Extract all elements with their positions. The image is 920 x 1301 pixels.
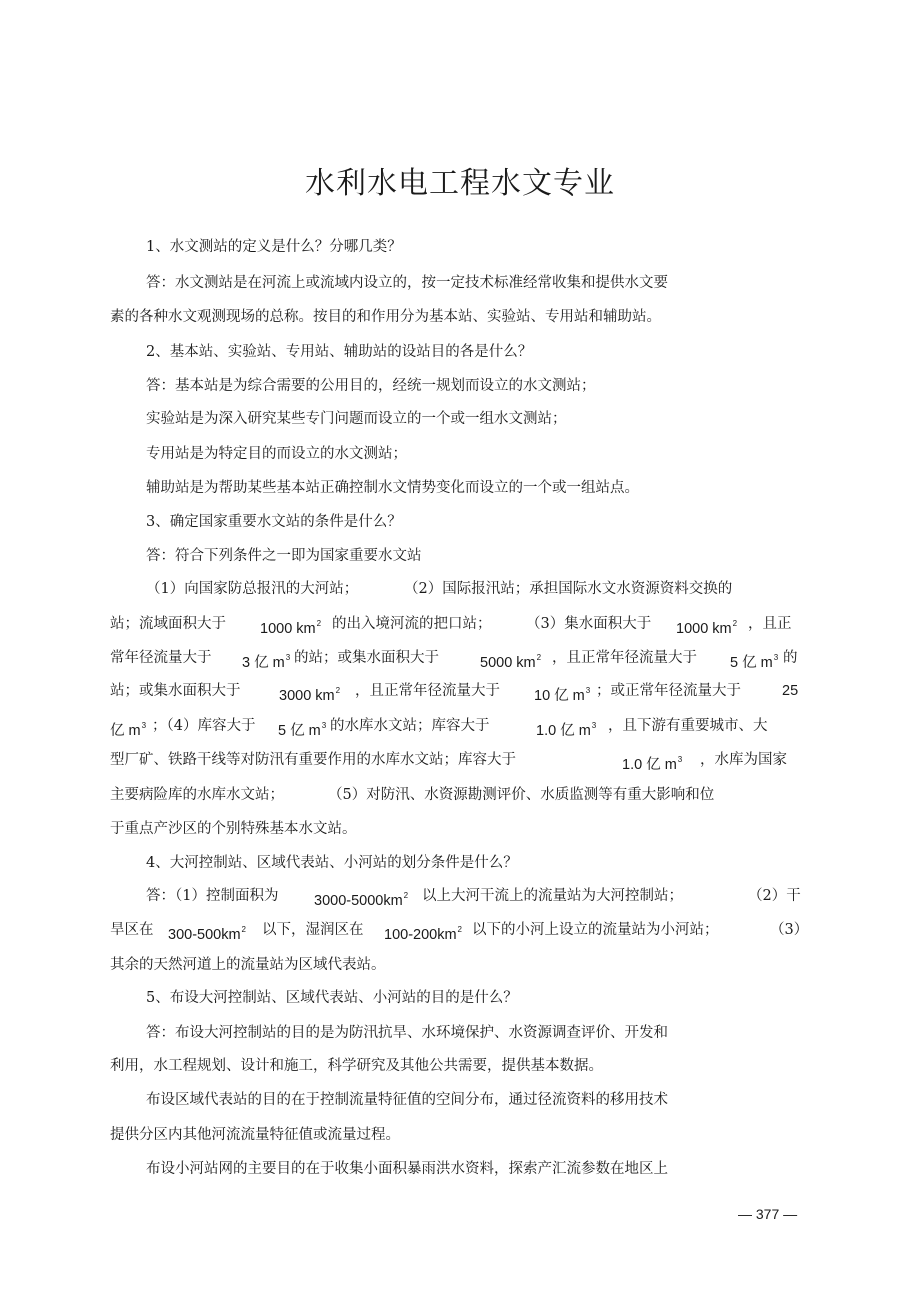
answer-3-item-5: （5）对防汛、水资源勘测评价、水质监测等有重大影响和位 — [328, 787, 715, 803]
value-area-range: $300-500km^2$ — [168, 925, 246, 943]
value-area: 1000 $km^2$ — [260, 619, 322, 637]
page-footer: — 377 — — [738, 1206, 798, 1222]
answer-3-item-1: （1）向国家防总报汛的大河站； — [146, 581, 359, 597]
text-segment: 于重点产沙区的个别特殊基本水文站。 — [110, 821, 357, 837]
answer-2-line-2: 实验站是为深入研究某些专门问题而设立的一个或一组水文测站； — [146, 411, 567, 427]
value-area: 3000 $km^2$ — [279, 686, 341, 704]
question-4: 4、大河控制站、区域代表站、小河站的划分条件是什么？ — [146, 855, 518, 871]
answer-1-line-1: 答：水文测站是在河流上或流域内设立的，按一定技术标准经常收集和提供水文要 — [146, 275, 668, 291]
answer-2-line-4: 辅助站是为帮助某些基本站正确控制水文情势变化而设立的一个或一组站点。 — [146, 480, 639, 496]
value-capacity: 1.0 亿 $m^3$ — [622, 755, 683, 773]
value-runoff: 10 亿 $m^3$ — [534, 686, 591, 704]
value-capacity: 1.0 亿 $m^3$ — [536, 721, 597, 739]
answer-5-line-5: 布设小河站网的主要目的在于收集小面积暴雨洪水资料，探索产汇流参数在地区上 — [146, 1161, 668, 1177]
page-number: 377 — [755, 1206, 780, 1222]
value-area: 5000 $km^2$ — [480, 653, 542, 671]
text-segment: 主要病险库的水库水文站； — [110, 787, 284, 803]
value-runoff: 亿 $m^3$ — [110, 721, 147, 739]
answer-3-intro: 答：符合下列条件之一即为国家重要水文站 — [146, 548, 422, 564]
text-segment: ，且正常年径流量大于 — [355, 683, 500, 699]
answer-5-line-4: 提供分区内其他河流流量特征值或流量过程。 — [110, 1127, 400, 1143]
text-segment: 以上大河干流上的流量站为大河控制站； — [422, 888, 683, 904]
value-area-range: $100-200km^2$ — [384, 925, 462, 943]
text-segment: 以下，湿润区在 — [262, 922, 364, 938]
answer-5-line-3: 布设区域代表站的目的在于控制流量特征值的空间分布，通过径流资料的移用技术 — [146, 1092, 668, 1108]
answer-1-line-2: 素的各种水文观测现场的总称。按目的和作用分为基本站、实验站、专用站和辅助站。 — [110, 309, 661, 325]
value-runoff: 25 — [782, 683, 799, 699]
page-title: 水利水电工程水文专业 — [305, 166, 615, 201]
answer-5-line-2: 利用，水工程规划、设计和施工，科学研究及其他公共需要，提供基本数据。 — [110, 1058, 603, 1074]
answer-4-item-3: （3） — [770, 922, 809, 938]
text-segment: 站；流域面积大于 — [110, 616, 226, 632]
text-segment: 站；或集水面积大于 — [110, 683, 241, 699]
text-segment: ，且正常年径流量大于 — [552, 650, 697, 666]
text-segment: 型厂矿、铁路干线等对防汛有重要作用的水库水文站；库容大于 — [110, 752, 516, 768]
value-runoff: 3 亿 $m^3$ — [242, 653, 291, 671]
text-segment: 的站；或集水面积大于 — [294, 650, 439, 666]
text-segment: 的出入境河流的把口站； — [332, 616, 492, 632]
answer-3-item-2: （2）国际报汛站；承担国际水文水资源资料交换的 — [404, 581, 733, 597]
text-segment: 的 — [783, 650, 798, 666]
text-segment: ，且下游有重要城市、大 — [608, 718, 768, 734]
answer-3-item-4: ；（4）库容大于 — [152, 718, 256, 734]
value-area: 1000 $km^2$ — [676, 619, 738, 637]
answer-4-item-1: 答：（1）控制面积为 — [146, 888, 279, 904]
text-segment: ；或正常年径流量大于 — [596, 683, 741, 699]
text-segment: 旱区在 — [110, 922, 154, 938]
answer-2-line-3: 专用站是为特定目的而设立的水文测站； — [146, 446, 407, 462]
answer-5-line-1: 答：布设大河控制站的目的是为防汛抗旱、水环境保护、水资源调查评价、开发和 — [146, 1025, 668, 1041]
text-segment: 其余的天然河道上的流量站为区域代表站。 — [110, 957, 386, 973]
question-5: 5、布设大河控制站、区域代表站、小河站的目的是什么？ — [146, 990, 518, 1006]
value-area-range: $3000-5000km^2$ — [314, 891, 409, 909]
text-segment: 常年径流量大于 — [110, 650, 212, 666]
answer-4-item-2: （2）干 — [748, 888, 801, 904]
question-3: 3、确定国家重要水文站的条件是什么？ — [146, 514, 402, 530]
text-segment: ，且正 — [748, 616, 792, 632]
answer-3-item-3: （3）集水面积大于 — [526, 616, 652, 632]
text-segment: 以下的小河上设立的流量站为小河站； — [472, 922, 719, 938]
value-capacity: 5 亿 $m^3$ — [278, 721, 327, 739]
text-segment: 的水库水文站；库容大于 — [330, 718, 490, 734]
answer-2-line-1: 答：基本站是为综合需要的公用目的，经统一规划而设立的水文测站； — [146, 378, 596, 394]
text-segment: ，水库为国家 — [700, 752, 787, 768]
question-1: 1、水文测站的定义是什么？分哪几类？ — [146, 239, 402, 255]
value-runoff: 5 亿 $m^3$ — [730, 653, 779, 671]
question-2: 2、基本站、实验站、专用站、辅助站的设站目的各是什么？ — [146, 344, 533, 360]
